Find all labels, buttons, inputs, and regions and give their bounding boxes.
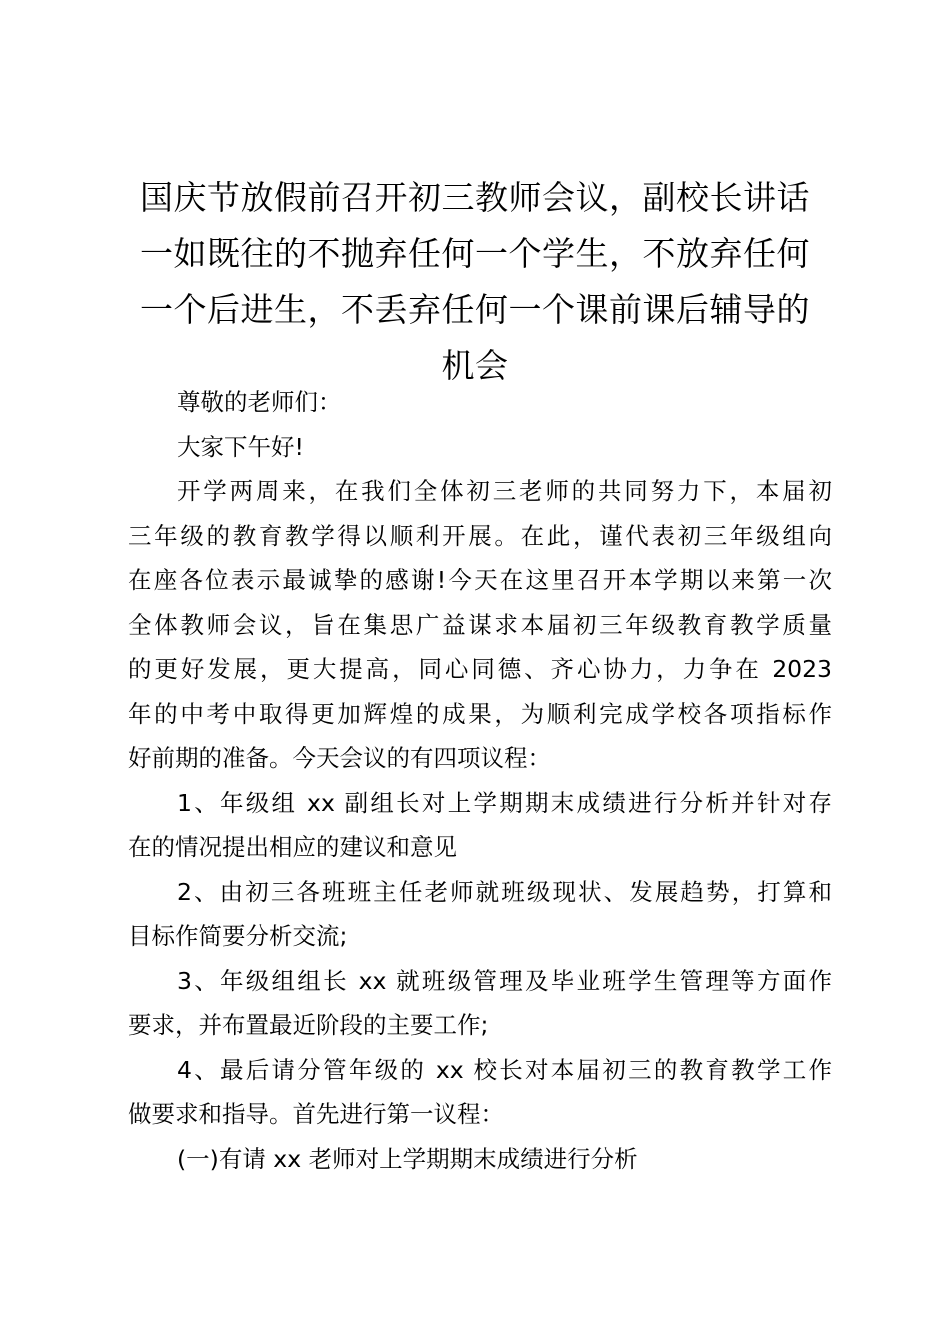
paragraph-line: 三年级的教育教学得以顺利开展。在此，谨代表初三年级组向 <box>128 521 832 550</box>
paragraph-line: 在的情况提出相应的建议和意见 <box>128 833 457 861</box>
paragraph-line: 目标作简要分析交流; <box>128 922 348 950</box>
paragraph-line: (一)有请 xx 老师对上学期期末成绩进行分析 <box>177 1144 638 1173</box>
salutation: 尊敬的老师们： <box>177 388 342 416</box>
title-line: 一如既往的不抛弃任何一个学生，不放弃任何 <box>140 234 810 273</box>
paragraph-line: 开学两周来，在我们全体初三老师的共同努力下，本届初 <box>177 477 832 505</box>
paragraph-line: 要求，并布置最近阶段的主要工作; <box>128 1011 489 1039</box>
agenda-item-1 <box>128 781 832 870</box>
title-line: 一个后进生，不丢弃任何一个课前课后辅导的 <box>140 290 810 329</box>
document-title <box>118 170 832 394</box>
paragraph-line: 全体教师会议，旨在集思广益谋求本届初三年级教育教学质量 <box>128 610 832 639</box>
salutation-paragraph <box>128 380 832 425</box>
title-line: 国庆节放假前召开初三教师会议，副校长讲话 <box>140 178 810 217</box>
paragraph-line: 的更好发展，更大提高，同心同德、齐心协力，力争在 2023 <box>128 655 832 683</box>
document-body <box>128 380 832 1181</box>
greeting-paragraph <box>128 425 832 470</box>
paragraph-line: 做要求和指导。首先进行第一议程： <box>128 1100 504 1128</box>
agenda-item-3 <box>128 959 832 1048</box>
paragraph-line: 年的中考中取得更加辉煌的成果，为顺利完成学校各项指标作 <box>128 699 832 728</box>
paragraph-line: 在座各位表示最诚挚的感谢!今天在这里召开本学期以来第一次 <box>128 566 832 594</box>
first-item-paragraph <box>128 1137 832 1182</box>
paragraph-line: 4、最后请分管年级的 xx 校长对本届初三的教育教学工作 <box>177 1055 832 1084</box>
intro-paragraph <box>128 469 832 781</box>
paragraph-line: 3、年级组组长 xx 就班级管理及毕业班学生管理等方面作 <box>177 966 832 995</box>
greeting: 大家下午好! <box>177 432 304 461</box>
paragraph-line: 1、年级组 xx 副组长对上学期期末成绩进行分析并针对存 <box>177 788 832 817</box>
agenda-item-4 <box>128 1048 832 1137</box>
title-line: 机会 <box>441 346 509 385</box>
agenda-item-2 <box>128 870 832 959</box>
paragraph-line: 好前期的准备。今天会议的有四项议程： <box>128 744 551 772</box>
paragraph-line: 2、由初三各班班主任老师就班级现状、发展趋势，打算和 <box>177 877 832 906</box>
